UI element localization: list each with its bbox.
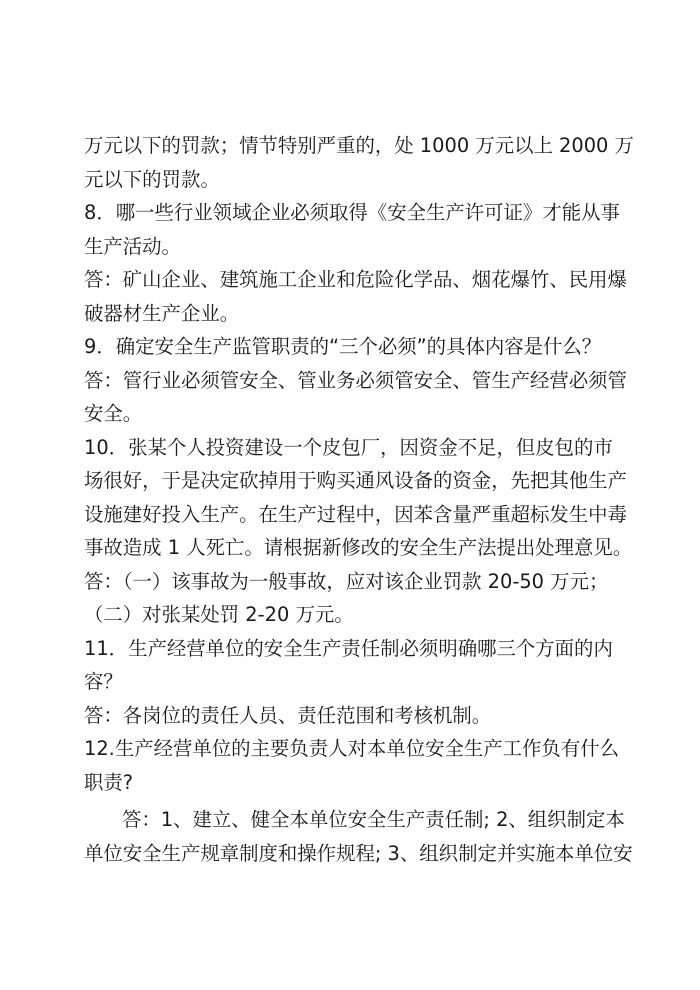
question-9-line: 9．确定安全生产监管职责的“三个必须”的具体内容是什么？ [84, 335, 602, 358]
answer-9-line: 答：管行业必须管安全、管业务必须管安全、管生产经营必须管 [84, 368, 627, 392]
answer-12-line: 答：1、建立、健全本单位安全生产责任制; 2、组织制定本 [122, 808, 625, 831]
text-line: 职责? [84, 770, 134, 794]
answer-10-line: 答：（一）该事故为一般事故，应对该企业罚款 20-50 万元； [84, 569, 609, 593]
question-10-line: 10．张某个人投资建设一个皮包厂，因资金不足，但皮包的市 [84, 435, 613, 459]
text-line: （二）对张某处罚 2-20 万元。 [84, 603, 354, 626]
text-line: 安全。 [84, 402, 143, 425]
answer-8-line: 答：矿山企业、建筑施工企业和危险化学品、烟花爆竹、民用爆 [84, 268, 627, 291]
text-line: 单位安全生产规章制度和操作规程; 3、组织制定并实施本单位安 [84, 841, 633, 865]
question-11-line: 11．生产经营单位的安全生产责任制必须明确哪三个方面的内 [84, 636, 613, 660]
text-line: 设施建好投入生产。在生产过程中，因苯含量严重超标发生中毒 [84, 502, 627, 526]
text-line: 元以下的罚款。 [84, 167, 220, 191]
text-line: 场很好，于是决定砍掉用于购买通风设备的资金，先把其他生产 [84, 469, 627, 492]
text-line: 生产活动。 [84, 234, 181, 258]
text-line: 事故造成 1 人死亡。请根据新修改的安全生产法提出处理意见。 [84, 536, 633, 559]
question-8-line: 8．哪一些行业领域企业必须取得《安全生产许可证》才能从事 [84, 201, 620, 224]
text-line: 破器材生产企业。 [84, 301, 240, 325]
document-body [84, 129, 634, 870]
question-12-line: 12.生产经营单位的主要负责人对本单位安全生产工作负有什么 [84, 737, 619, 760]
answer-11-line: 答：各岗位的责任人员、责任范围和考核机制。 [84, 703, 492, 727]
text-line: 万元以下的罚款；情节特别严重的，处 1000 万元以上 2000 万 [84, 134, 634, 157]
text-line: 容？ [84, 670, 123, 693]
